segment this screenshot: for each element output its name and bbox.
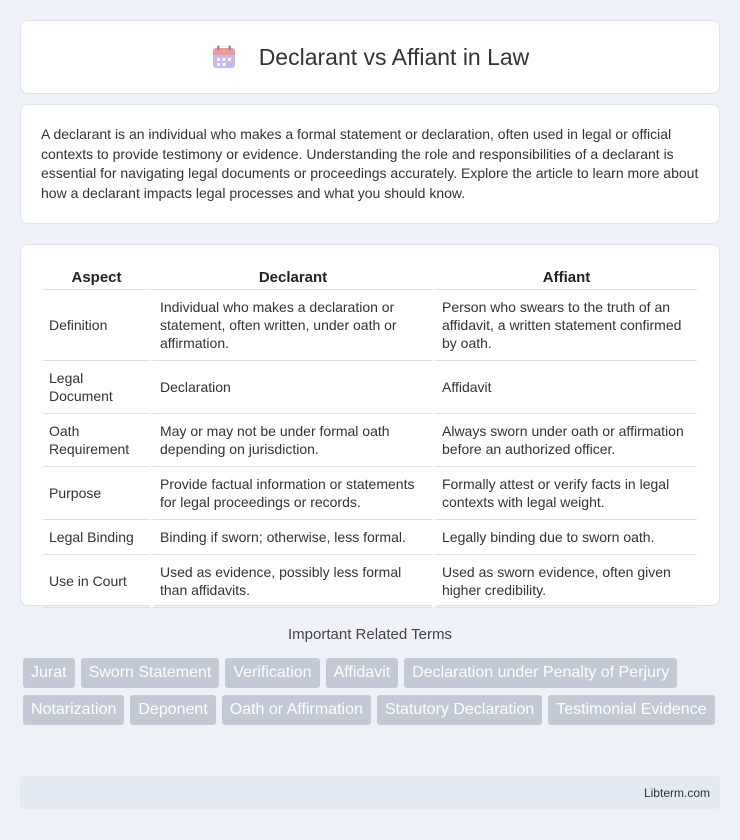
header-aspect: Aspect <box>43 265 150 290</box>
page-title: Declarant vs Affiant in Law <box>258 43 530 70</box>
tag-notarization[interactable]: Notarization <box>23 695 124 725</box>
cell-declarant: Provide factual information or statements for legal proceedings or records. <box>150 467 432 520</box>
table-row <box>43 520 697 555</box>
tag-declaration-under-penalty-of-perjury[interactable]: Declaration under Penalty of Perjury <box>404 658 677 688</box>
cell-affiant: Person who swears to the truth of an affidavit, a written statement confirmed by oath. <box>432 290 697 361</box>
cell-declarant: Used as evidence, possibly less formal than affidavits. <box>150 555 432 608</box>
table-header-row <box>43 265 697 290</box>
comparison-table-card <box>20 244 720 606</box>
cell-declarant: Individual who makes a declaration or statement, often written, under oath or affirmation. <box>150 290 432 361</box>
comparison-table <box>43 265 697 608</box>
tag-sworn-statement[interactable]: Sworn Statement <box>81 658 220 688</box>
cell-aspect: Purpose <box>43 467 150 520</box>
cell-affiant: Legally binding due to sworn oath. <box>432 520 697 555</box>
table-row <box>43 414 697 467</box>
header-affiant: Affiant <box>432 265 697 290</box>
cell-affiant: Affidavit <box>432 361 697 414</box>
footer <box>20 776 720 809</box>
footer-site-link[interactable]: Libterm.com <box>643 785 710 800</box>
cell-aspect: Use in Court <box>43 555 150 608</box>
tag-statutory-declaration[interactable]: Statutory Declaration <box>377 695 542 725</box>
related-terms-title: Important Related Terms <box>288 626 452 643</box>
table-row <box>43 290 697 361</box>
tag-testimonial-evidence[interactable]: Testimonial Evidence <box>548 695 714 725</box>
calendar-icon <box>211 44 237 70</box>
related-terms-list <box>23 658 717 725</box>
table-row <box>43 555 697 608</box>
cell-declarant: Declaration <box>150 361 432 414</box>
intro-card <box>20 104 720 224</box>
cell-aspect: Legal Binding <box>43 520 150 555</box>
header-declarant: Declarant <box>150 265 432 290</box>
tag-deponent[interactable]: Deponent <box>130 695 215 725</box>
tag-oath-or-affirmation[interactable]: Oath or Affirmation <box>222 695 371 725</box>
cell-declarant: Binding if sworn; otherwise, less formal. <box>150 520 432 555</box>
cell-affiant: Always sworn under oath or affirmation before an authorized officer. <box>432 414 697 467</box>
cell-declarant: May or may not be under formal oath depending on jurisdiction. <box>150 414 432 467</box>
cell-affiant: Used as sworn evidence, often given higher credibility. <box>432 555 697 608</box>
table-row <box>43 361 697 414</box>
cell-aspect: Definition <box>43 290 150 361</box>
cell-aspect: Legal Document <box>43 361 150 414</box>
table-row <box>43 467 697 520</box>
tag-jurat[interactable]: Jurat <box>23 658 75 688</box>
title-card <box>20 20 720 94</box>
cell-aspect: Oath Requirement <box>43 414 150 467</box>
tag-affidavit[interactable]: Affidavit <box>326 658 399 688</box>
intro-text: A declarant is an individual who makes a formal statement or declaration, often used in legal or official contexts to provide testimony or evidence. Understanding the role and responsibilities of a declarant is essential for navigating legal documents or proceedings accurately. Explore the article to learn more about how a declarant impacts legal processes and what you should know. <box>41 126 699 201</box>
cell-affiant: Formally attest or verify facts in legal contexts with legal weight. <box>432 467 697 520</box>
tag-verification[interactable]: Verification <box>225 658 319 688</box>
